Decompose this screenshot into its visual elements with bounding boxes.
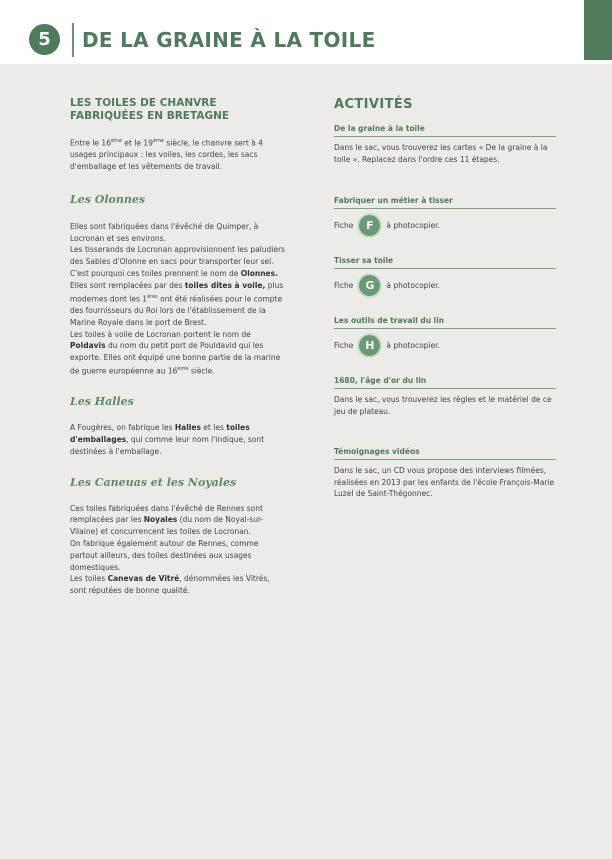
halles-heading: Les Halles bbox=[70, 395, 134, 409]
fiche-letter-badge: G bbox=[359, 275, 380, 296]
activity-heading: 1680, l'âge d'or du lin bbox=[334, 376, 556, 389]
left-column bbox=[70, 97, 288, 597]
activity-heading: Les outils de travail du lin bbox=[334, 316, 556, 329]
section-title-line-2: FABRIQUÉES EN BRETAGNE bbox=[70, 110, 230, 122]
fiche-row bbox=[334, 275, 556, 296]
section-title bbox=[70, 97, 288, 123]
activity-text: Dans le sac, vous trouverez les règles et le matériel de ce jeu de plateau. bbox=[334, 395, 552, 416]
corner-tab bbox=[584, 0, 612, 60]
activity-temoignages bbox=[334, 447, 556, 500]
header-divider bbox=[72, 23, 74, 57]
fiche-suffix: à photocopier. bbox=[386, 281, 440, 290]
activities-title: ACTIVITÉS bbox=[334, 97, 413, 112]
fiche-label: Fiche bbox=[334, 221, 354, 230]
fiche-letter-badge: H bbox=[359, 335, 380, 356]
right-column bbox=[334, 97, 556, 498]
activity-heading: Témoignages vidéos bbox=[334, 447, 556, 460]
olonnes-paragraph: Elles sont fabriquées dans l'évêché de Quimper, à Locronan et ses environs. Les tisserands de Locronan approvisionnent les paludiers des Sables d'Olonne en sacs pour transporter leur sel. C'est pourquoi ces toiles prennent le nom de Olonnes. Elles sont remplacées par des toiles dites à voile, plus modernes dont les 1ères ont été réalisées pour le compte des fournisseurs du Roi lors de l'établissement de la Marine Royale dans le port de Brest. Les toiles à voile de Locronan portent le nom de Poldavis du nom du petit port de Pouldavid qui les exporte. Elles ont équipé une bonne partie de la marine de guerre européenne au 16ème siècle. bbox=[70, 221, 285, 376]
fiche-suffix: à photocopier. bbox=[386, 221, 440, 230]
activity-outils bbox=[334, 316, 556, 356]
caneuas-heading: Les Caneuas et les Noyales bbox=[70, 475, 237, 489]
intro-paragraph: Entre le 16ème et le 19ème siècle, le chanvre sert à 4 usages principaux : les voiles, les cordes, les sacs d'emballage et les vêtements de travail. bbox=[70, 138, 263, 172]
chapter-number-badge: 5 bbox=[29, 24, 60, 55]
fiche-letter-badge: F bbox=[359, 215, 380, 236]
activity-heading: Tisser sa toile bbox=[334, 256, 556, 269]
olonnes-heading: Les Olonnes bbox=[70, 192, 146, 206]
page-title: DE LA GRAINE À LA TOILE bbox=[82, 28, 376, 52]
activity-text: Dans le sac, un CD vous propose des interviews filmées, réalisées en 2013 par les enfants de l'école François-Marie Luzel de Saint-Thégonnec. bbox=[334, 466, 555, 498]
fiche-row bbox=[334, 335, 556, 356]
activity-metier bbox=[334, 196, 556, 236]
fiche-label: Fiche bbox=[334, 281, 354, 290]
activity-graine bbox=[334, 124, 556, 165]
activity-heading: De la graine à la toile bbox=[334, 124, 556, 137]
fiche-label: Fiche bbox=[334, 341, 354, 350]
fiche-row bbox=[334, 215, 556, 236]
halles-paragraph: A Fougères, on fabrique les Halles et les toiles d'emballages, qui comme leur nom l'indique, sont destinées à l'emballage. bbox=[70, 423, 265, 456]
activity-age-dor bbox=[334, 376, 556, 417]
fiche-suffix: à photocopier. bbox=[386, 341, 440, 350]
activity-tisser bbox=[334, 256, 556, 296]
section-title-line-1: LES TOILES DE CHANVRE bbox=[70, 97, 217, 109]
page-header bbox=[0, 0, 612, 64]
activity-heading: Fabriquer un métier à tisser bbox=[334, 196, 556, 209]
caneuas-paragraph: Ces toiles fabriquées dans l'évêché de Rennes sont remplacées par les Noyales (du nom de Noyal-sur-Vilaine) et concurrencent les toiles de Locronan. On fabrique également autour de Rennes, comme partout ailleurs, des toiles destinées aux usages domestiques. Les toiles Canevas de Vitré, dénommées les Vitrés, sont réputées de bonne qualité. bbox=[70, 503, 270, 596]
activity-text: Dans le sac, vous trouverez les cartes « De la graine à la toile ». Replacez dans l'ordre ces 11 étapes. bbox=[334, 143, 548, 164]
